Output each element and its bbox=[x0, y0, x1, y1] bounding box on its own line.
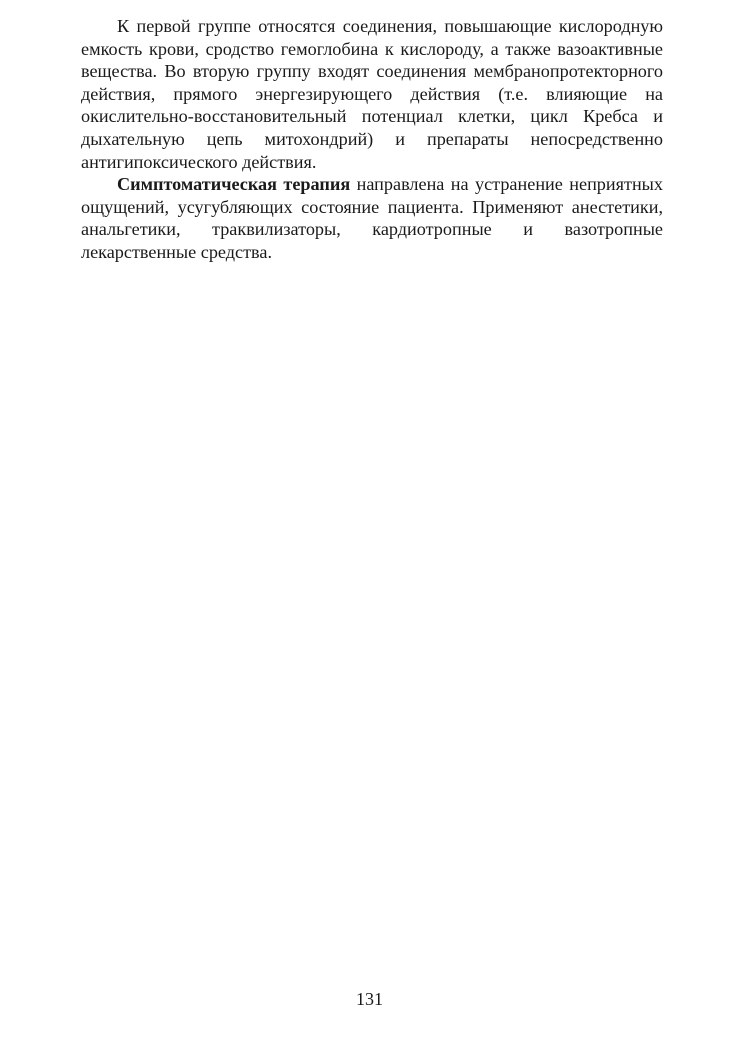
paragraph-symptomatic-therapy bbox=[81, 173, 663, 263]
paragraph-text: направлена на устранение неприятных ощущений, усугубляющих состояние пациента. Применяют анестетики, анальгетики, траквилизаторы, кардиотропные и вазотропные лекарственные средства. bbox=[81, 174, 663, 262]
paragraph-text: К первой группе относятся соединения, повышающие кислородную емкость крови, сродство гемоглобина к кислороду, а также вазоактивные вещества. Во вторую группу входят соединения мембранопротекторного действия, прямого энергезирующего действия (т.е. влияющие на окислительно-восстановительный потенциал клетки, цикл Кребса и дыхательную цепь митохондрий) и препараты непосредственно антигипоксического действия. bbox=[81, 16, 663, 172]
bold-term: Симптоматическая терапия bbox=[117, 174, 351, 195]
page-number: 131 bbox=[356, 989, 383, 1009]
page-body bbox=[81, 15, 663, 264]
paragraph-first-group bbox=[81, 15, 663, 173]
